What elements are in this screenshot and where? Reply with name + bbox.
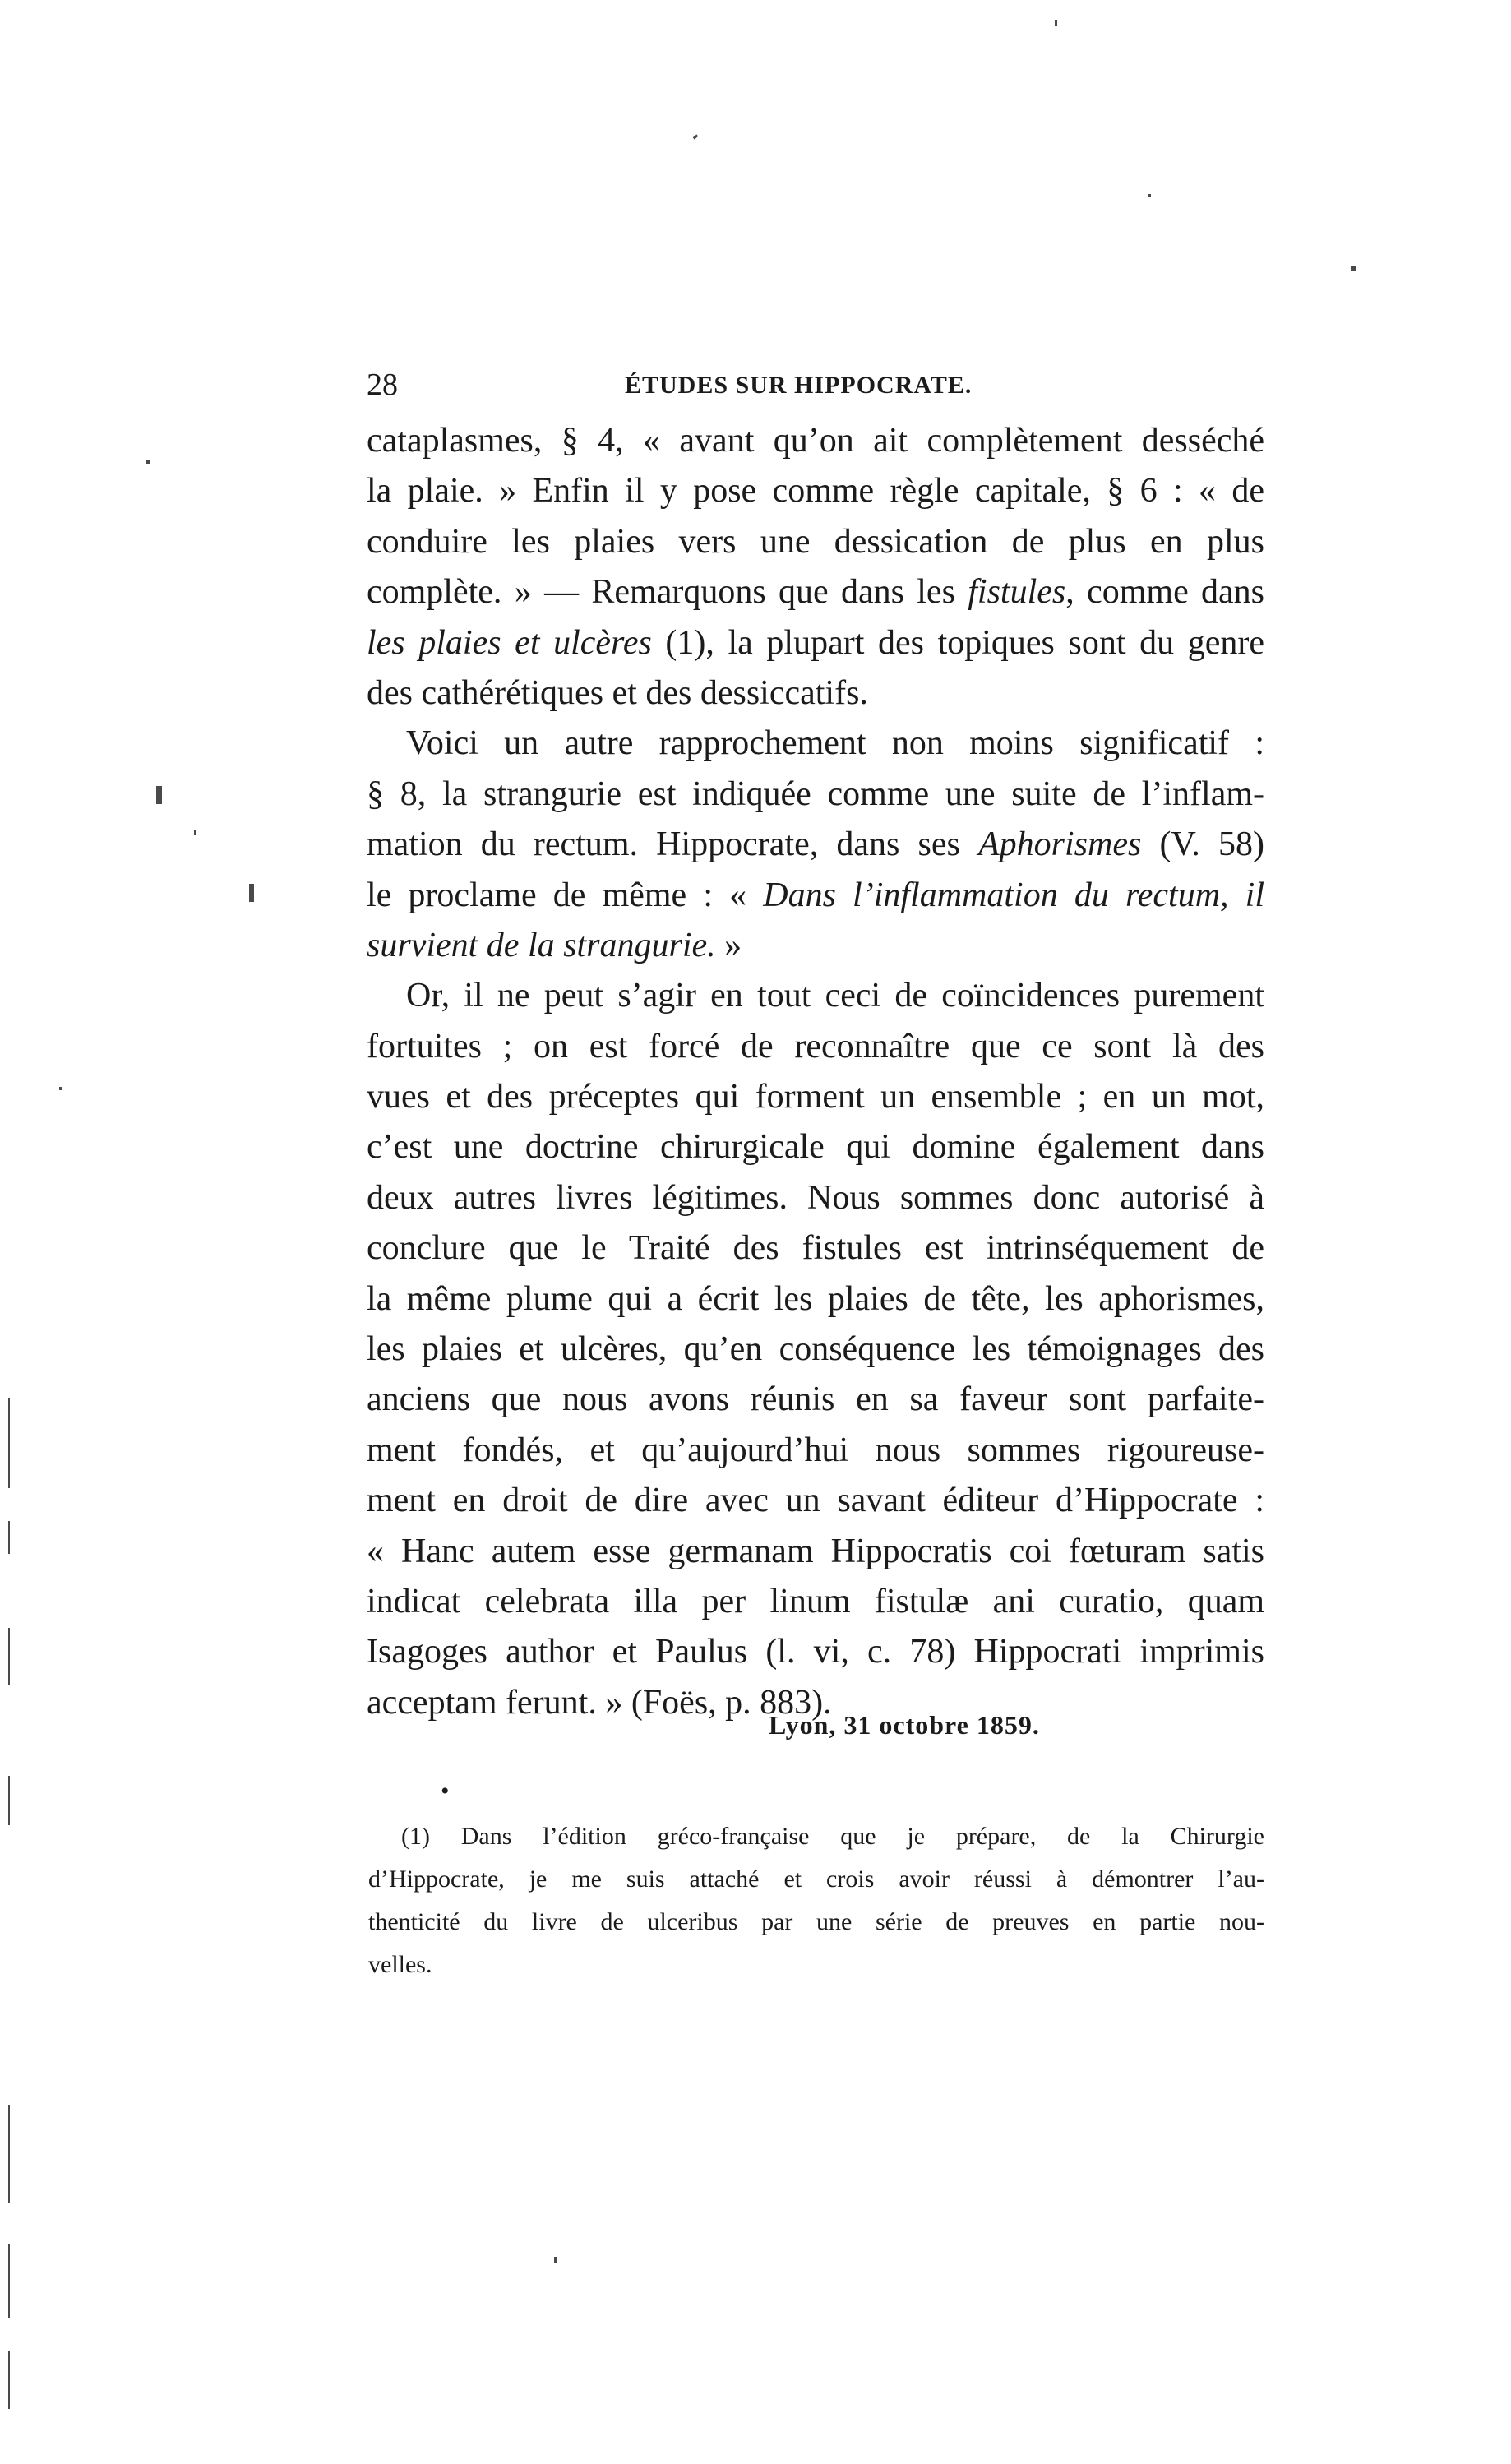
text-line: ment en droit de dire avec un savant éditeur d’Hippocrate : <box>367 1482 1264 1520</box>
text-line: survient de la strangurie. » <box>367 926 742 964</box>
footnote-line: velles. <box>368 1951 432 1978</box>
text-line: mation du rectum. Hippocrate, dans ses Aphorismes (V. 58) <box>367 825 1265 864</box>
italic-fragment: Aphorismes <box>978 825 1142 864</box>
text-line: les plaies et ulcères (1), la plupart des topiques sont du genre <box>367 623 1265 662</box>
text-line: indicat celebrata illa per linum fistulæ ani curatio, quam <box>367 1582 1264 1620</box>
text-line: c’est une doctrine chirurgicale qui domine également dans <box>367 1128 1264 1167</box>
footnote-line: thenticité du livre de ulceribus par une série de preuves en partie nou- <box>368 1908 1264 1935</box>
page-number: 28 <box>367 368 398 402</box>
text-line: § 8, la strangurie est indiquée comme une suite de l’inflam- <box>367 774 1264 813</box>
text-line: acceptam ferunt. » (Foës, p. 883). <box>367 1683 832 1722</box>
text-line: conclure que le Traité des fistules est intrinséquement de <box>367 1229 1264 1268</box>
page-header <box>367 367 1264 408</box>
text-line: des cathérétiques et des dessiccatifs. <box>367 673 868 712</box>
text-line: ment fondés, et qu’aujourd’hui nous sommes rigoureuse- <box>367 1431 1264 1469</box>
text-line: cataplasmes, § 4, « avant qu’on ait complètement desséché <box>367 422 1264 460</box>
main-text <box>367 416 1264 1728</box>
italic-fragment: les plaies et ulcères <box>367 623 652 662</box>
text-line: Voici un autre rapprochement non moins significatif : <box>406 724 1264 763</box>
text-line: le proclame de même : « Dans l’inflammation du rectum, il <box>367 876 1264 914</box>
italic-fragment: Dans l’inflammation du rectum, il <box>763 876 1264 914</box>
footnote-line: d’Hippocrate, je me suis attaché et crois avoir réussi à démontrer l’au- <box>368 1865 1264 1893</box>
text-line: deux autres livres légitimes. Nous sommes donc autorisé à <box>367 1178 1264 1217</box>
text-line: la plaie. » Enfin il y pose comme règle capitale, § 6 : « de <box>367 472 1264 511</box>
text-line: vues et des préceptes qui forment un ensemble ; en un mot, <box>367 1078 1264 1116</box>
text-line: « Hanc autem esse germanam Hippocratis coi fœturam satis <box>367 1532 1264 1570</box>
footnote <box>368 1815 1264 1986</box>
text-line: les plaies et ulcères, qu’en conséquence les témoignages des <box>367 1330 1264 1369</box>
running-title: ÉTUDES SUR HIPPOCRATE. <box>625 372 973 399</box>
footnote-mark: • <box>441 1778 450 1805</box>
text-line: fortuites ; on est forcé de reconnaître que ce sont là des <box>367 1027 1264 1066</box>
text-line: conduire les plaies vers une dessication de plus en plus <box>367 522 1264 561</box>
place-and-date: Lyon, 31 octobre 1859. <box>769 1710 1040 1740</box>
text-line: la même plume qui a écrit les plaies de tête, les aphorismes, <box>367 1279 1264 1318</box>
italic-fragment: survient de la strangurie. <box>367 926 716 964</box>
text-line: Isagoges author et Paulus (l. vi, c. 78) Hippocrati imprimis <box>367 1633 1264 1671</box>
text-line: anciens que nous avons réunis en sa faveur sont parfaite- <box>367 1380 1264 1419</box>
text-line: Or, il ne peut s’agir en tout ceci de coïncidences purement <box>406 977 1264 1015</box>
text-line: complète. » — Remarquons que dans les fistules, comme dans <box>367 573 1265 612</box>
italic-fragment: fistules <box>968 573 1066 612</box>
footnote-line: (1) Dans l’édition gréco-française que je prépare, de la Chirurgie <box>401 1823 1264 1850</box>
